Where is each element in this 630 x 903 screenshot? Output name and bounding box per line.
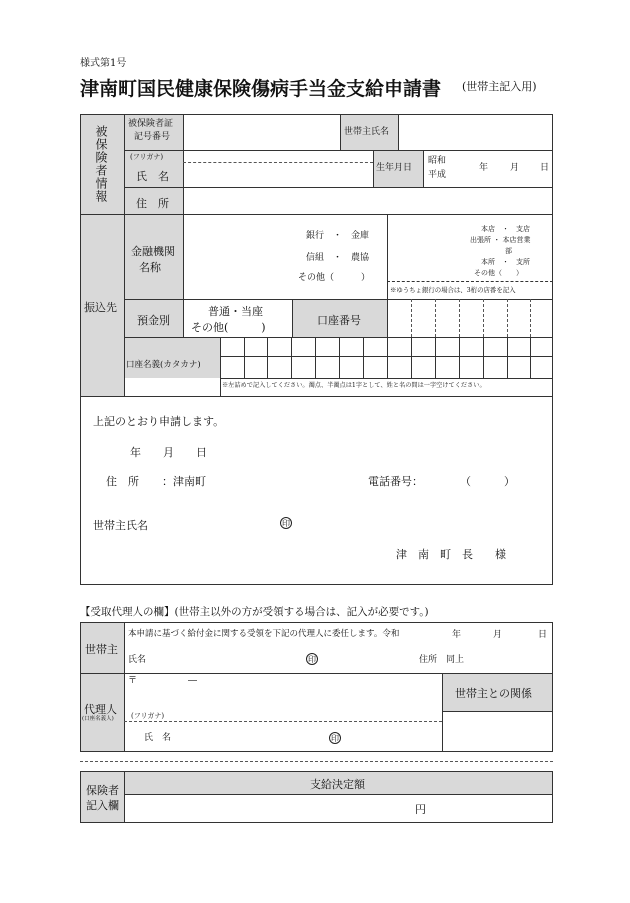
householder-name-field[interactable]	[399, 115, 552, 149]
bank-type-option-other[interactable]: その他（ ）	[298, 273, 371, 283]
account-number-label: 口座番号	[317, 314, 361, 327]
furigana-label: (フリガナ)	[130, 153, 164, 161]
branch-option-2[interactable]: 出張所 ・ 本店営業	[470, 236, 531, 244]
proxy-address-label: 住所	[419, 655, 438, 665]
branch-option-other[interactable]: その他（ ）	[474, 269, 523, 277]
birth-year-unit: 年	[479, 163, 489, 173]
card-number-label-1: 被保険者証	[128, 119, 174, 129]
agent-sub-label: (口座名義人)	[82, 716, 114, 722]
relation-label: 世帯主との関係	[455, 687, 532, 700]
branch-option-1[interactable]: 本店 ・ 支店	[481, 225, 530, 233]
declaration-date[interactable]: 年 月 日	[130, 446, 207, 459]
transfer-section-label: 振込先	[84, 301, 117, 314]
delegation-year-unit: 年	[452, 630, 462, 640]
declaration-address-label: 住 所	[106, 475, 139, 488]
insured-name-field[interactable]	[184, 151, 372, 186]
bank-type-option-2[interactable]: 信組 ・ 農協	[306, 253, 370, 263]
bank-type-option-1[interactable]: 銀行 ・ 金庫	[306, 231, 370, 241]
phone-label: 電話番号：	[368, 475, 423, 488]
insurer-label-1: 保険者	[86, 784, 119, 797]
phone-value[interactable]: （ ）	[460, 475, 515, 488]
insurer-label-2: 記入欄	[86, 799, 119, 812]
card-number-field[interactable]	[184, 115, 339, 149]
proxy-householder-label: 世帯主	[85, 643, 118, 656]
seal-icon: 印	[308, 655, 316, 664]
yucho-note: ※ゆうちょ銀行の場合は、3桁の店番を記入	[390, 286, 516, 294]
yen-unit: 円	[415, 803, 426, 816]
insured-name-label: 氏 名	[136, 170, 169, 183]
seal-icon: 印	[282, 519, 290, 528]
birth-month-unit: 月	[510, 163, 520, 173]
declaration-householder-label: 世帯主氏名	[93, 519, 148, 532]
amount-label: 支給決定額	[310, 778, 365, 791]
card-number-label-2: 記号番号	[134, 132, 171, 142]
birth-date-label: 生年月日	[376, 163, 413, 173]
delegation-text: 本申請に基づく給付金に関する受領を下記の代理人に委任します。令和	[128, 629, 400, 639]
postal-dash: ―	[188, 676, 197, 686]
agent-name-label: 氏 名	[144, 733, 172, 743]
delegation-day-unit: 日	[538, 630, 548, 640]
holder-note: ※左詰めで記入してください。濁点、半濁点は1字として、姓と名の間は一字空けてください。	[222, 382, 486, 389]
seal-icon: 印	[331, 734, 339, 743]
form-number: 様式第1号	[80, 58, 127, 69]
proxy-address-value: 同上	[446, 655, 465, 665]
branch-option-4[interactable]: 本所 ・ 支所	[481, 258, 530, 266]
account-number-field[interactable]	[388, 300, 552, 336]
delegation-month-unit: 月	[493, 630, 503, 640]
declaration-address-value[interactable]: ：津南町	[162, 475, 206, 488]
declaration-statement: 上記のとおり申請します。	[93, 415, 225, 428]
amount-field[interactable]	[125, 795, 552, 822]
bank-label-1: 金融機関	[131, 245, 175, 258]
deposit-option-ordinary[interactable]: 普通・当座	[208, 305, 263, 318]
agent-label: 代理人	[84, 703, 117, 716]
deposit-option-other[interactable]: その他( )	[191, 321, 266, 334]
postal-mark: 〒	[128, 676, 138, 686]
era-showa[interactable]: 昭和	[428, 156, 447, 166]
insured-address-label: 住 所	[136, 197, 169, 210]
addressee: 津 南 町 長 様	[396, 548, 506, 561]
insured-address-field[interactable]	[184, 188, 552, 213]
agent-furigana-label: (フリガナ)	[131, 712, 165, 720]
proxy-householder-name-label: 氏名	[128, 655, 147, 665]
account-holder-field[interactable]	[221, 338, 552, 377]
householder-name-label: 世帯主氏名	[344, 127, 390, 137]
birth-day-unit: 日	[540, 163, 550, 173]
insured-section-label: 被保険者情報	[94, 125, 108, 203]
separator-line	[80, 761, 553, 762]
branch-option-3: 部	[505, 247, 512, 255]
era-heisei[interactable]: 平成	[428, 170, 447, 180]
deposit-type-label: 預金別	[137, 314, 170, 327]
relation-field[interactable]	[443, 712, 552, 751]
proxy-heading: 【受取代理人の欄】(世帯主以外の方が受領する場合は、記入が必要です。)	[80, 606, 429, 618]
form-title-note: (世帯主記入用)	[462, 80, 537, 93]
agent-address-field[interactable]	[125, 674, 441, 720]
account-holder-label: 口座名義(カタカナ)	[126, 360, 201, 370]
agent-name-field[interactable]	[190, 722, 320, 751]
form-title: 津南町国民健康保険傷病手当金支給申請書	[80, 78, 442, 100]
bank-label-2: 名称	[139, 261, 161, 274]
